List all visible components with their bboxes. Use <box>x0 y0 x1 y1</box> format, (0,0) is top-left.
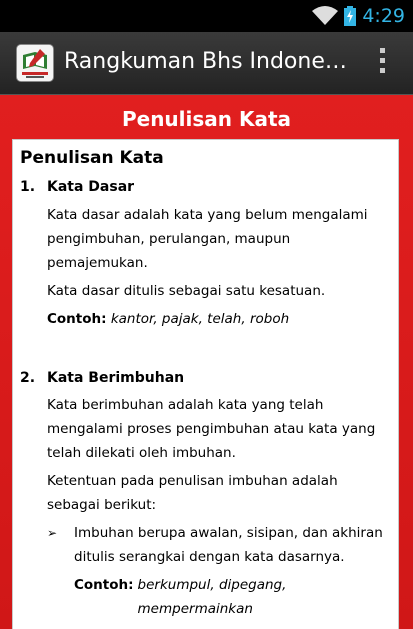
section-number: 2. <box>20 369 36 386</box>
app-title: Rangkuman Bhs Indone… <box>64 49 347 74</box>
status-icons <box>312 5 405 27</box>
bullet-text: Imbuhan berupa awalan, sisipan, dan akhiran ditulis serangkai dengan kata dasarnya. <box>74 524 383 565</box>
example-line <box>74 573 391 621</box>
example-line <box>47 307 391 331</box>
list-item <box>47 521 391 569</box>
paragraph: Kata berimbuhan adalah kata yang telah mengalami proses pengimbuhan atau kata yang telah dilekati oleh imbuhan. <box>47 396 376 461</box>
example-value: kantor, pajak, telah, roboh <box>110 310 290 327</box>
section-number: 1. <box>20 179 36 196</box>
status-bar <box>0 0 413 32</box>
app-logo-icon[interactable] <box>17 45 53 81</box>
paragraph: Ketentuan pada penulisan imbuhan adalah sebagai berikut: <box>47 472 338 513</box>
example-label: Contoh: <box>74 576 134 593</box>
paragraph: Kata dasar adalah kata yang belum mengalami pengimbuhan, perulangan, maupun pemajemukan. <box>47 206 368 271</box>
example-value: berkumpul, dipegang, mempermainkan <box>137 576 287 617</box>
page-title: Penulisan Kata <box>121 107 292 131</box>
arrow-bullet-icon: ➢ <box>47 525 58 540</box>
example-label: Contoh: <box>47 310 107 327</box>
content-panel[interactable] <box>12 139 399 629</box>
status-clock: 4:29 <box>362 5 405 27</box>
battery-charging-icon <box>344 6 356 26</box>
section-kata-berimbuhan <box>20 369 391 621</box>
paragraph: Kata dasar ditulis sebagai satu kesatuan. <box>47 282 326 299</box>
action-bar <box>0 32 413 95</box>
overflow-menu-icon[interactable] <box>377 48 387 78</box>
section-title: Kata Berimbuhan <box>47 369 185 386</box>
section-title: Kata Dasar <box>47 179 135 196</box>
content-heading: Penulisan Kata <box>20 148 164 168</box>
section-kata-dasar <box>20 178 391 330</box>
wifi-icon <box>312 6 338 26</box>
